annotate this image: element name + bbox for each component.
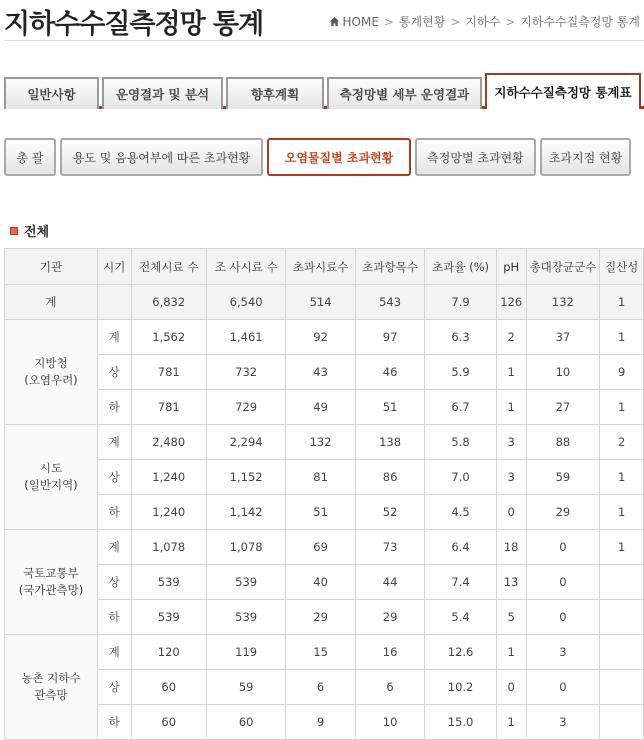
column-header: pH	[496, 249, 526, 285]
value-cell: 51	[286, 495, 356, 530]
table-row	[5, 565, 644, 600]
agency-cell	[5, 425, 98, 530]
total-label: 계	[5, 285, 98, 320]
value-cell: 6.4	[425, 530, 496, 565]
value-cell: 729	[206, 390, 285, 425]
column-header: 초과시료수	[286, 249, 356, 285]
table-header-row	[5, 249, 644, 285]
home-icon[interactable]	[329, 16, 340, 27]
column-header: 조 사시료 수	[206, 249, 285, 285]
breadcrumb-separator-icon: >	[505, 14, 516, 29]
period-cell: 상	[97, 460, 131, 495]
period-cell: 계	[97, 320, 131, 355]
value-cell: 0	[526, 530, 600, 565]
tab-detailed-results[interactable]: 측정망별 세부 운영결과	[327, 77, 482, 109]
table-row	[5, 705, 644, 740]
value-cell: 1	[496, 635, 526, 670]
value-cell	[600, 565, 644, 600]
value-cell: 6.3	[425, 320, 496, 355]
value-cell: 51	[355, 390, 425, 425]
value-cell: 88	[526, 425, 600, 460]
table-row	[5, 320, 644, 355]
tab-general[interactable]: 일반사항	[4, 77, 99, 109]
value-cell: 1,078	[206, 530, 285, 565]
value-cell: 13	[496, 565, 526, 600]
value-cell: 15.0	[425, 705, 496, 740]
value-cell: 60	[131, 705, 206, 740]
value-cell: 59	[206, 670, 285, 705]
value-cell: 7.4	[425, 565, 496, 600]
square-bullet-icon	[10, 227, 18, 235]
value-cell: 10	[526, 355, 600, 390]
section-heading	[10, 221, 49, 240]
agency-name: 국토교통부	[23, 566, 79, 580]
breadcrumb	[329, 13, 641, 30]
value-cell: 781	[131, 390, 206, 425]
value-cell: 7.9	[425, 285, 496, 320]
value-cell: 2	[600, 425, 644, 460]
value-cell	[600, 600, 644, 635]
table-row-total	[5, 285, 644, 320]
period-cell: 상	[97, 565, 131, 600]
table-row	[5, 600, 644, 635]
period-cell: 하	[97, 390, 131, 425]
value-cell: 1	[496, 390, 526, 425]
breadcrumb-item[interactable]: 지하수	[465, 15, 501, 29]
value-cell: 539	[131, 565, 206, 600]
value-cell: 46	[355, 355, 425, 390]
table-row	[5, 390, 644, 425]
tab-future-plans[interactable]: 향후계획	[226, 77, 324, 109]
title-divider	[4, 40, 644, 41]
table-row	[5, 635, 644, 670]
subtab-usage-exceedance[interactable]: 용도 및 음용여부에 따른 초과현황	[60, 138, 263, 176]
breadcrumb-home[interactable]: HOME	[342, 14, 379, 29]
agency-name: 지방청	[34, 356, 68, 370]
value-cell: 132	[286, 425, 356, 460]
value-cell: 1,240	[131, 495, 206, 530]
value-cell: 120	[131, 635, 206, 670]
value-cell: 119	[206, 635, 285, 670]
value-cell: 3	[526, 635, 600, 670]
value-cell: 5.4	[425, 600, 496, 635]
value-cell: 40	[286, 565, 356, 600]
value-cell: 3	[496, 425, 526, 460]
value-cell: 514	[286, 285, 356, 320]
value-cell: 49	[286, 390, 356, 425]
value-cell: 81	[286, 460, 356, 495]
table-row	[5, 495, 644, 530]
value-cell: 539	[131, 600, 206, 635]
value-cell: 6	[286, 670, 356, 705]
period-cell	[97, 285, 131, 320]
period-cell: 하	[97, 705, 131, 740]
agency-name: 시도	[39, 461, 63, 475]
value-cell: 2,294	[206, 425, 285, 460]
column-header: 기관	[5, 249, 98, 285]
value-cell	[600, 670, 644, 705]
value-cell: 543	[355, 285, 425, 320]
value-cell: 29	[526, 495, 600, 530]
agency-type: (오염우려)	[24, 373, 78, 387]
page-title: 지하수수질측정망 통계	[4, 9, 264, 40]
value-cell: 0	[496, 495, 526, 530]
value-cell: 29	[286, 600, 356, 635]
tab-statistics-table[interactable]: 지하수수질측정망 통계표	[485, 73, 641, 109]
value-cell: 4.5	[425, 495, 496, 530]
value-cell: 27	[526, 390, 600, 425]
agency-name: 농촌 지하수	[21, 671, 81, 685]
section-title: 전체	[24, 225, 50, 240]
value-cell: 60	[131, 670, 206, 705]
agency-cell	[5, 320, 98, 425]
value-cell: 59	[526, 460, 600, 495]
value-cell: 3	[496, 460, 526, 495]
value-cell: 1,078	[131, 530, 206, 565]
main-tab-bar	[4, 73, 644, 109]
value-cell: 1	[600, 530, 644, 565]
period-cell: 계	[97, 530, 131, 565]
column-header: 시기	[97, 249, 131, 285]
value-cell: 3	[526, 705, 600, 740]
value-cell: 132	[526, 285, 600, 320]
agency-type: (일반지역)	[24, 478, 78, 492]
column-header: 총대장균군수	[526, 249, 600, 285]
tab-operation-results[interactable]: 운영결과 및 분석	[102, 77, 223, 109]
table-row	[5, 355, 644, 390]
value-cell: 6	[355, 670, 425, 705]
value-cell: 86	[355, 460, 425, 495]
value-cell: 1	[600, 320, 644, 355]
breadcrumb-item[interactable]: 통계현황	[398, 15, 446, 29]
value-cell: 1	[600, 390, 644, 425]
breadcrumb-separator-icon: >	[450, 14, 461, 29]
value-cell: 1	[496, 705, 526, 740]
value-cell: 37	[526, 320, 600, 355]
table-row	[5, 425, 644, 460]
table-row	[5, 460, 644, 495]
value-cell: 16	[355, 635, 425, 670]
value-cell: 1,461	[206, 320, 285, 355]
value-cell: 97	[355, 320, 425, 355]
subtab-network-exceedance[interactable]: 측정망별 초과현황	[415, 138, 536, 176]
value-cell: 1	[600, 495, 644, 530]
value-cell: 1,240	[131, 460, 206, 495]
period-cell: 하	[97, 495, 131, 530]
column-header: 초과율 (%)	[425, 249, 496, 285]
value-cell: 5.8	[425, 425, 496, 460]
value-cell: 92	[286, 320, 356, 355]
sub-tab-bar	[4, 138, 635, 176]
value-cell: 18	[496, 530, 526, 565]
value-cell: 5	[496, 600, 526, 635]
value-cell: 1	[600, 285, 644, 320]
agency-cell	[5, 530, 98, 635]
value-cell: 2	[496, 320, 526, 355]
column-header: 전체시료 수	[131, 249, 206, 285]
period-cell: 계	[97, 635, 131, 670]
breadcrumb-current: 지하수수질측정망 통계	[520, 15, 640, 29]
subtab-summary[interactable]: 총 괄	[4, 138, 56, 176]
value-cell: 10.2	[425, 670, 496, 705]
period-cell: 하	[97, 600, 131, 635]
subtab-pollutant-exceedance[interactable]: 오염물질별 초과현황	[267, 138, 411, 176]
value-cell: 43	[286, 355, 356, 390]
agency-type: (국가관측망)	[18, 583, 84, 597]
agency-type: 관측망	[34, 688, 68, 702]
period-cell: 상	[97, 355, 131, 390]
value-cell: 0	[526, 670, 600, 705]
value-cell: 539	[206, 565, 285, 600]
value-cell: 44	[355, 565, 425, 600]
value-cell: 539	[206, 600, 285, 635]
period-cell: 상	[97, 670, 131, 705]
value-cell: 6.7	[425, 390, 496, 425]
value-cell: 9	[286, 705, 356, 740]
value-cell: 6,832	[131, 285, 206, 320]
column-header: 질산성	[600, 249, 644, 285]
subtab-exceedance-sites[interactable]: 초과지점 현황	[540, 138, 631, 176]
value-cell	[600, 635, 644, 670]
value-cell: 15	[286, 635, 356, 670]
value-cell: 60	[206, 705, 285, 740]
value-cell: 1	[496, 355, 526, 390]
value-cell: 732	[206, 355, 285, 390]
breadcrumb-separator-icon: >	[383, 14, 394, 29]
value-cell: 5.9	[425, 355, 496, 390]
value-cell: 10	[355, 705, 425, 740]
value-cell: 29	[355, 600, 425, 635]
value-cell: 69	[286, 530, 356, 565]
value-cell: 0	[496, 670, 526, 705]
value-cell: 2,480	[131, 425, 206, 460]
value-cell: 126	[496, 285, 526, 320]
value-cell	[600, 705, 644, 740]
table-row	[5, 530, 644, 565]
value-cell: 781	[131, 355, 206, 390]
value-cell: 12.6	[425, 635, 496, 670]
value-cell: 7.0	[425, 460, 496, 495]
agency-cell	[5, 635, 98, 740]
value-cell: 9	[600, 355, 644, 390]
value-cell: 1,142	[206, 495, 285, 530]
value-cell: 52	[355, 495, 425, 530]
value-cell: 0	[526, 600, 600, 635]
table-row	[5, 670, 644, 705]
value-cell: 1,152	[206, 460, 285, 495]
period-cell: 계	[97, 425, 131, 460]
value-cell: 73	[355, 530, 425, 565]
value-cell: 138	[355, 425, 425, 460]
value-cell: 6,540	[206, 285, 285, 320]
value-cell: 0	[526, 565, 600, 600]
value-cell: 1,562	[131, 320, 206, 355]
value-cell: 1	[600, 460, 644, 495]
column-header: 초과항목수	[355, 249, 425, 285]
statistics-table	[4, 248, 644, 740]
